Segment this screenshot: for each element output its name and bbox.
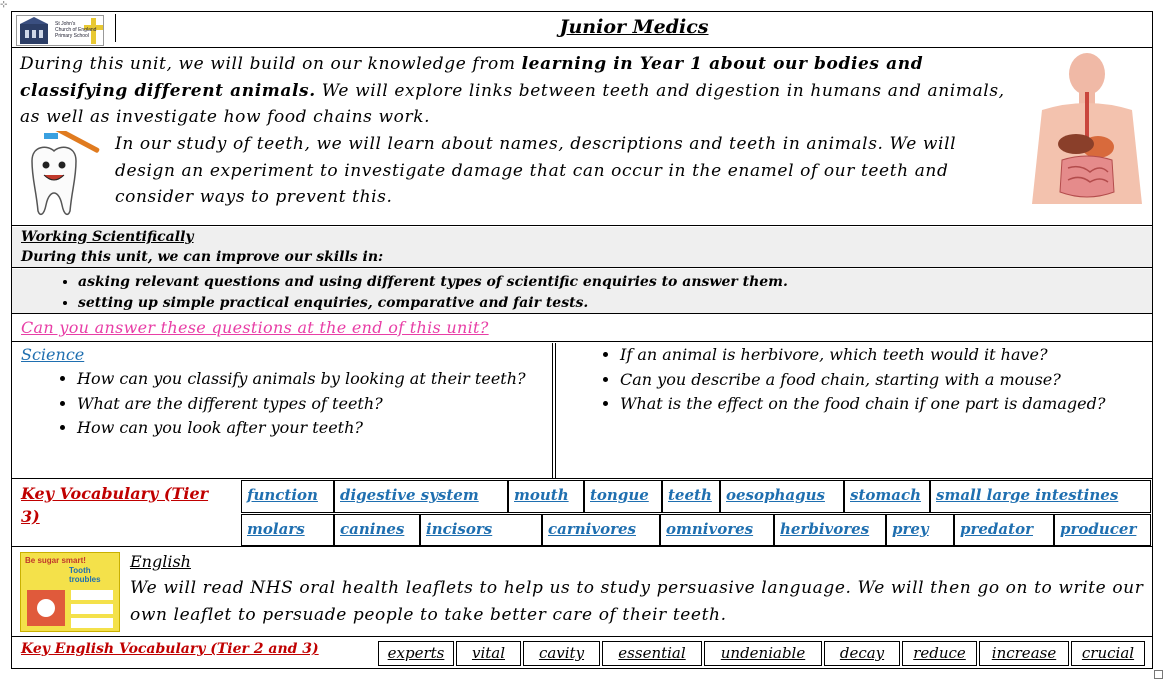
leaflet-heading: Tooth troubles bbox=[69, 566, 101, 584]
vocab-word: digestive system bbox=[334, 480, 508, 513]
list-item: • If an animal is herbivore, which teeth would it have? bbox=[620, 343, 1150, 368]
key-vocabulary-row bbox=[12, 480, 1152, 547]
english-title: English bbox=[130, 552, 191, 571]
list-item: • Can you describe a food chain, starting with a mouse? bbox=[620, 368, 1150, 393]
intro-row bbox=[12, 49, 1152, 226]
nhs-leaflet-image bbox=[20, 552, 120, 632]
english-vocab-word: cavity bbox=[523, 641, 600, 666]
intro-text: We will explore links between teeth and digestion in humans and animals, as well as investigate how food chains work. bbox=[20, 80, 1005, 127]
list-item: • How can you classify animals by looking at their teeth? bbox=[77, 367, 547, 392]
header-row bbox=[12, 12, 1152, 48]
vocab-word: teeth bbox=[662, 480, 720, 513]
list-item: • setting up simple practical enquiries, comparative and fair tests. bbox=[78, 293, 788, 314]
science-title: Science bbox=[21, 345, 85, 364]
list-item: • asking relevant questions and using different types of scientific enquiries to answer them. bbox=[78, 272, 788, 293]
intro-text-bold: learning in Year 1 about our bodies and classifying different animals. bbox=[20, 54, 924, 101]
english-vocab-word: crucial bbox=[1071, 641, 1145, 666]
table-resize-handle[interactable] bbox=[1154, 670, 1163, 679]
vocab-word: producer bbox=[1054, 514, 1151, 546]
list-item: • What are the different types of teeth? bbox=[77, 392, 547, 417]
english-vocab-word: experts bbox=[378, 641, 454, 666]
skills-row bbox=[12, 269, 1152, 314]
logo-line: Primary School bbox=[55, 33, 89, 39]
key-vocabulary-title: Key Vocabulary (Tier 3) bbox=[21, 484, 209, 526]
vocab-word: stomach bbox=[844, 480, 930, 513]
vocab-word: omnivores bbox=[660, 514, 774, 546]
vocab-word: mouth bbox=[508, 480, 584, 513]
vocab-word: incisors bbox=[420, 514, 542, 546]
vocab-word: herbivores bbox=[774, 514, 886, 546]
science-row bbox=[12, 343, 1152, 479]
knowledge-organiser-table bbox=[11, 11, 1153, 669]
working-scientifically-subtitle: During this unit, we can improve our skills in: bbox=[21, 249, 384, 265]
toothbrush-tooth-icon bbox=[22, 131, 104, 219]
vocab-word: oesophagus bbox=[720, 480, 844, 513]
science-questions-right bbox=[620, 343, 1150, 417]
list-item: • What is the effect on the food chain if one part is damaged? bbox=[620, 392, 1150, 417]
teeth-paragraph: In our study of teeth, we will learn about names, descriptions and teeth in animals. We will design an experiment to investigate damage that can occur in the enamel of our teeth and consider ways to prevent this. bbox=[115, 134, 957, 207]
vocab-word: function bbox=[241, 480, 334, 513]
english-vocab-word: decay bbox=[824, 641, 900, 666]
page-title: Junior Medics bbox=[559, 16, 709, 38]
english-paragraph: We will read NHS oral health leaflets to help us to study persuasive language. We will then go on to write our own leaflet to persuade people to take better care of their teeth. bbox=[130, 578, 1144, 625]
intro-paragraph bbox=[20, 51, 1005, 131]
skills-list bbox=[78, 272, 788, 314]
vocab-word: canines bbox=[334, 514, 420, 546]
school-logo bbox=[16, 15, 104, 46]
vocab-word: tongue bbox=[584, 480, 662, 513]
question-prompt-row bbox=[12, 315, 1152, 342]
science-column-divider bbox=[552, 343, 556, 479]
vocab-word: carnivores bbox=[542, 514, 660, 546]
science-questions-left bbox=[77, 367, 547, 441]
english-vocab-word: essential bbox=[602, 641, 702, 666]
table-move-handle[interactable]: ⊹ bbox=[0, 0, 8, 10]
question-prompt: Can you answer these questions at the end of this unit? bbox=[21, 318, 489, 337]
logo-line: Church of England bbox=[55, 27, 97, 33]
working-scientifically-title: Working Scientifically bbox=[21, 229, 194, 245]
vocab-word: small large intestines bbox=[930, 480, 1151, 513]
english-vocab-word: reduce bbox=[902, 641, 977, 666]
vocab-word: predator bbox=[954, 514, 1054, 546]
digestive-system-icon bbox=[1024, 52, 1150, 204]
english-vocab-word: undeniable bbox=[704, 641, 822, 666]
english-vocab-word: vital bbox=[456, 641, 521, 666]
english-vocab-word: increase bbox=[979, 641, 1069, 666]
english-vocabulary-row bbox=[12, 638, 1152, 669]
list-item: • How can you look after your teeth? bbox=[77, 416, 547, 441]
leaflet-heading: Be sugar smart! bbox=[25, 556, 86, 565]
working-scientifically-row bbox=[12, 227, 1152, 268]
english-row bbox=[12, 548, 1152, 637]
vocab-word: prey bbox=[886, 514, 954, 546]
vocab-word: molars bbox=[241, 514, 334, 546]
logo-line: St John's bbox=[55, 21, 76, 27]
leaflet-illustration-icon bbox=[21, 584, 119, 634]
english-vocabulary-title: Key English Vocabulary (Tier 2 and 3) bbox=[21, 641, 319, 657]
intro-text: During this unit, we will build on our knowledge from bbox=[20, 54, 522, 74]
